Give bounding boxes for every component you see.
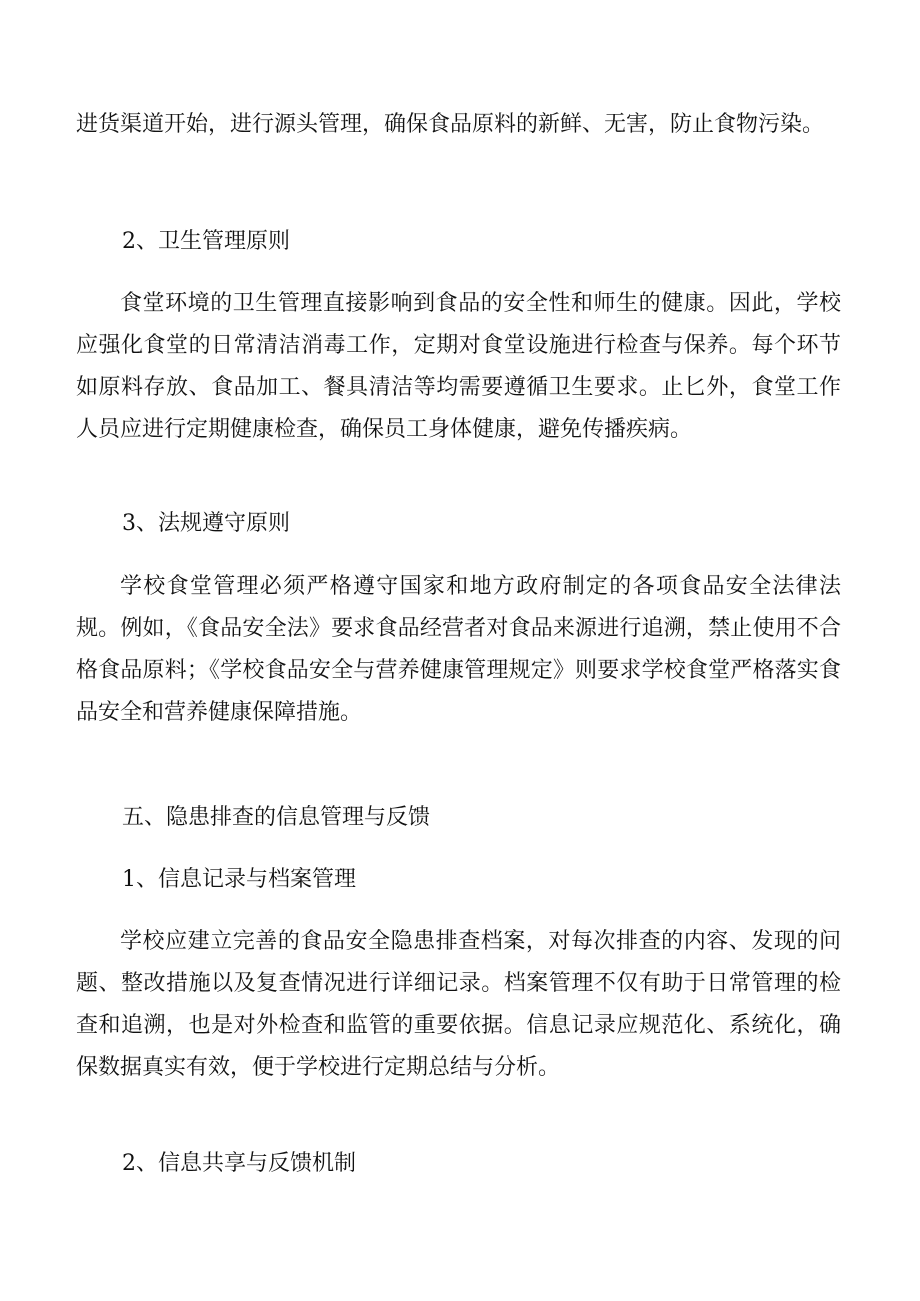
heading-sharing-feedback: 2、信息共享与反馈机制: [122, 1151, 356, 1176]
heading-records-archives: 1、信息记录与档案管理: [122, 867, 356, 892]
heading-hygiene-principle: 2、卫生管理原则: [122, 229, 290, 254]
paragraph-sourcing-continuation: 进货渠道开始，进行源头管理，确保食品原料的新鲜、无害，防止食物污染。: [76, 112, 825, 137]
heading-regulation-compliance: 3、法规遵守原则: [122, 511, 290, 536]
paragraph-records-archives: 学校应建立完善的食品安全隐患排查档案，对每次排查的内容、发现的问题、整改措施以及复查情况进行详细记录。档案管理不仅有助于日常管理的检查和追溯，也是对外检查和监管的重要依据。信息记录应规范化、系统化，确保数据真实有效，便于学校进行定期总结与分析。: [76, 929, 841, 1080]
heading-information-management: 五、隐患排查的信息管理与反馈: [122, 805, 431, 830]
paragraph-regulation-compliance: 学校食堂管理必须严格遵守国家和地方政府制定的各项食品安全法律法规。例如，《食品安全法》要求食品经营者对食品来源进行追溯，禁止使用不合格食品原料；《学校食品安全与营养健康管理规定》则要求学校食堂严格落实食品安全和营养健康保障措施。: [76, 574, 841, 725]
paragraph-hygiene-management: 食堂环境的卫生管理直接影响到食品的安全性和师生的健康。因此，学校应强化食堂的日常清洁消毒工作，定期对食堂设施进行检查与保养。每个环节如原料存放、食品加工、餐具清洁等均需要遵循卫生要求。止匕外，食堂工作人员应进行定期健康检查，确保员工身体健康，避免传播疾病。: [76, 291, 841, 442]
